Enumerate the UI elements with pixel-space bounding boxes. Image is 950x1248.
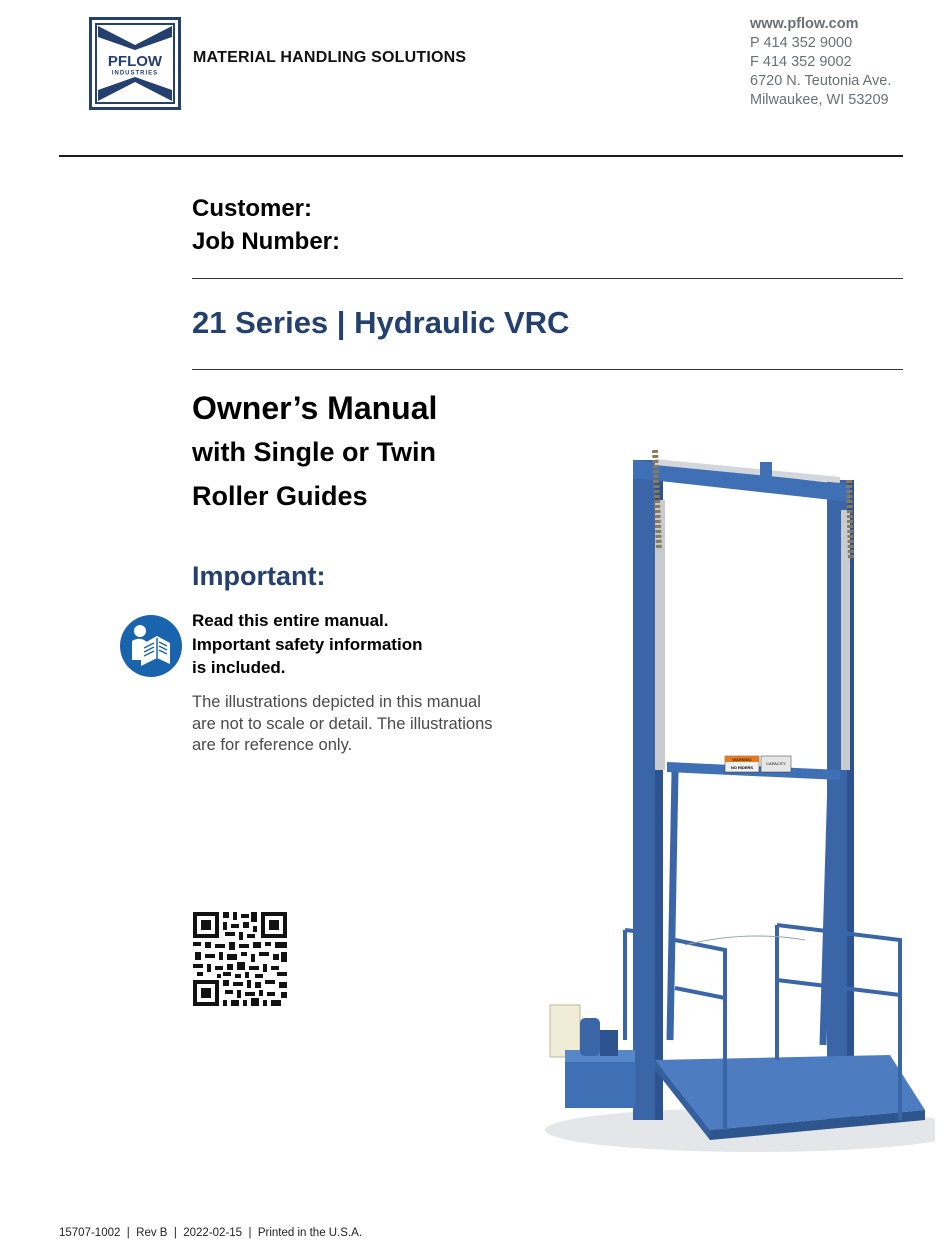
- manual-subtitle-line-1: with Single or Twin: [192, 437, 436, 467]
- phone-number: P 414 352 9000: [750, 35, 853, 51]
- fax-number: F 414 352 9002: [750, 54, 852, 70]
- svg-text:WARNING: WARNING: [732, 757, 752, 762]
- website-link[interactable]: www.pflow.com: [750, 16, 859, 32]
- section-divider: [192, 369, 903, 370]
- warning-line-1: Read this entire manual.: [192, 611, 389, 630]
- right-cylinder: [841, 510, 850, 770]
- header-divider: [59, 155, 903, 157]
- customer-label: Customer:: [192, 195, 313, 222]
- warning-line-3: is included.: [192, 658, 286, 677]
- address-line-2: Milwaukee, WI 53209: [750, 92, 889, 108]
- control-panel: [550, 1005, 580, 1057]
- disclaimer-line-3: are for reference only.: [192, 736, 353, 754]
- job-number-label: Job Number:: [192, 228, 341, 255]
- illustration-disclaimer: [192, 692, 493, 757]
- address-line-1: 6720 N. Teutonia Ave.: [750, 73, 892, 89]
- hydraulic-power-unit: [565, 1060, 635, 1108]
- series-title: 21 Series | Hydraulic VRC: [192, 305, 570, 340]
- document-footer: 15707-1002 | Rev B | 2022-02-15 | Printed in the U.S.A.: [59, 1227, 363, 1239]
- manual-title: Owner’s Manual: [192, 390, 438, 426]
- read-manual-icon: [119, 614, 183, 678]
- top-header-beam: [633, 460, 850, 502]
- disclaimer-line-1: The illustrations depicted in this manual: [192, 693, 481, 711]
- company-tagline: MATERIAL HANDLING SOLUTIONS: [193, 49, 467, 66]
- svg-text:CAPACITY: CAPACITY: [766, 761, 786, 766]
- section-divider: [192, 278, 903, 279]
- disclaimer-line-2: are not to scale or detail. The illustrations: [192, 714, 493, 733]
- logo-subtext: INDUSTRIES: [111, 70, 159, 77]
- contact-block: [750, 15, 891, 110]
- pflow-logo: [89, 17, 181, 110]
- svg-text:NO RIDERS: NO RIDERS: [730, 765, 754, 770]
- qr-code[interactable]: [193, 912, 287, 1006]
- safety-warning-text: [192, 609, 422, 680]
- warning-line-2: Important safety information: [192, 634, 423, 654]
- left-mast-column: [633, 460, 655, 1120]
- logo-wordmark: PFLOW: [107, 53, 163, 70]
- hydraulic-vrc-illustration: [505, 440, 935, 1155]
- manual-subtitle-line-2: Roller Guides: [192, 481, 368, 511]
- motor: [580, 1018, 600, 1056]
- important-heading: Important:: [192, 561, 326, 591]
